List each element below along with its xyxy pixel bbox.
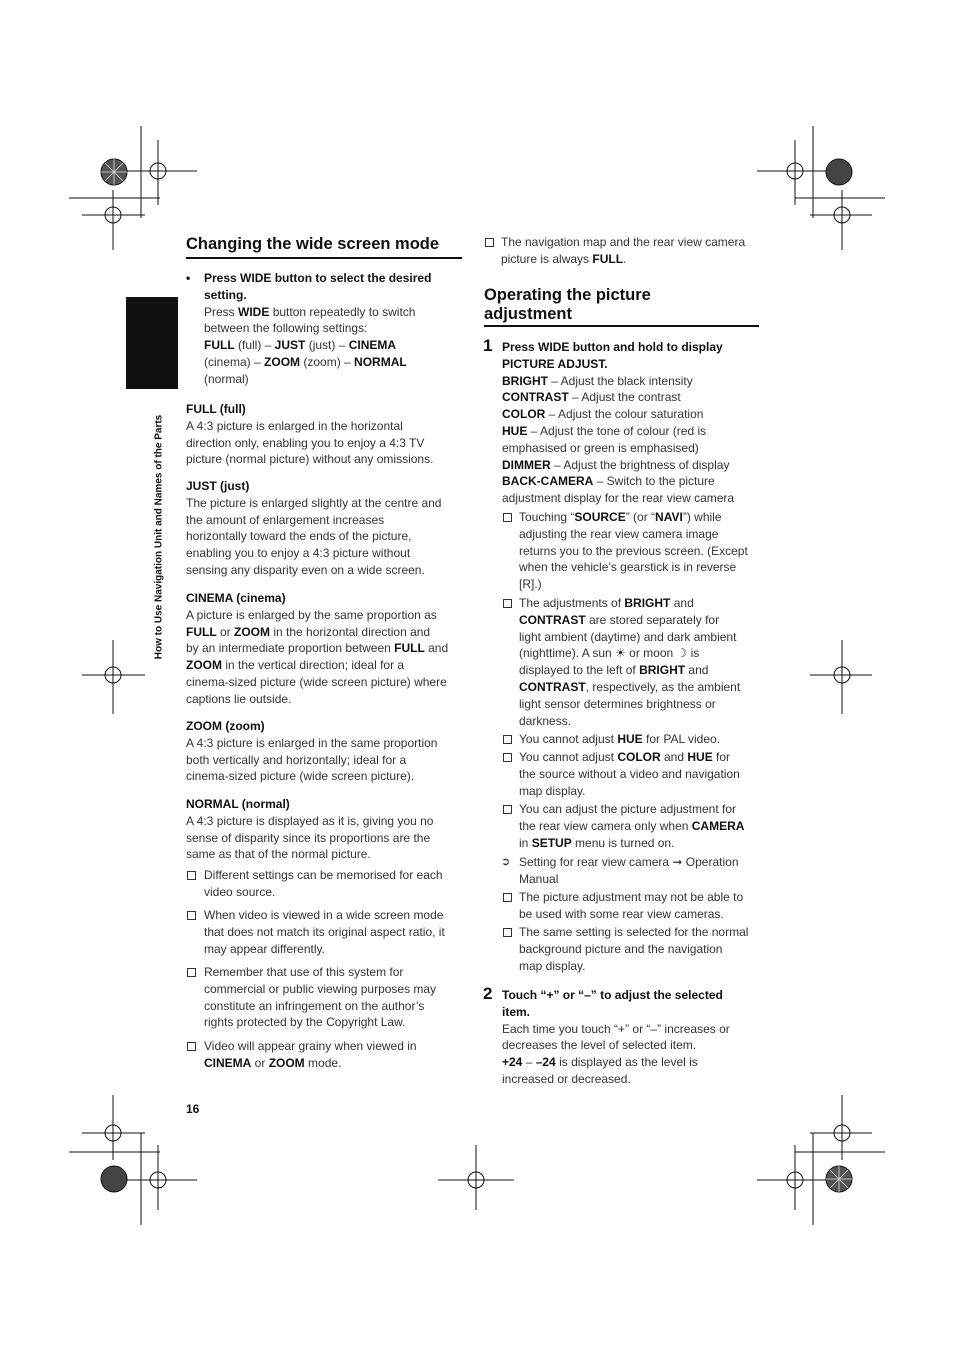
heading-rule bbox=[484, 325, 759, 327]
note-checkbox-icon bbox=[485, 238, 494, 247]
note-grainy: Video will appear grainy when viewed in CINEMA or ZOOM mode. bbox=[204, 1039, 417, 1070]
note-same-setting: The same setting is selected for the normal background picture and the navigation map display. bbox=[519, 925, 749, 973]
just-section: JUST (just) The picture is enlarged slightly at the centre and the amount of enlargement increases horizontally toward the ends of the picture, enabling you to enjoy a 4:3 picture without sensing any disparity even on a wide screen. bbox=[186, 479, 442, 577]
note-bright-contrast: The adjustments of BRIGHT and CONTRAST are stored separately for light ambient (daytime) and dark ambient (nighttime). A sun ☀ or moon ☽ is displayed to the left of BRIGHT and CONTRAST, respectively, as the ambient light sensor determines brightness or darkness. bbox=[519, 596, 741, 728]
note-full-always: The navigation map and the rear view camera picture is always FULL. bbox=[501, 235, 746, 266]
note-checkbox-icon bbox=[503, 753, 512, 762]
note-operation-manual-ref: Setting for rear view camera ➞ Operation Manual bbox=[519, 855, 739, 886]
full-section: FULL (full) A 4:3 picture is enlarged in the horizontal direction only, enabling you to enjoy a 4:3 TV picture (normal picture) without any omissions. bbox=[186, 402, 434, 467]
normal-section: NORMAL (normal) A 4:3 picture is displayed as it is, giving you no sense of disparity since its proportions are the same as that of the normal picture. bbox=[186, 797, 434, 862]
reference-arrow-icon: ➲ bbox=[501, 856, 511, 868]
note-checkbox-icon bbox=[503, 928, 512, 937]
note-checkbox-icon bbox=[187, 911, 196, 920]
note-copyright: Remember that use of this system for commercial or public viewing purposes may constitute an infringement on the author’s rights protected by the Copyright Law. bbox=[204, 965, 437, 1030]
step-number: 1 bbox=[483, 336, 493, 355]
note-camera-setup: You can adjust the picture adjustment for the rear view camera only when CAMERA in SETUP menu is turned on. bbox=[519, 802, 745, 850]
step-number: 2 bbox=[483, 984, 493, 1003]
heading-picture-adjustment: Operating the picture adjustment bbox=[484, 286, 651, 323]
step-instruction: • Press WIDE button to select the desired setting. Press WIDE button repeatedly to switch between the following settings: FULL (full) – JUST (just) – CINEMA (cinema) – ZOOM (zoom) – NORMAL (normal) bbox=[186, 271, 432, 386]
note-checkbox-icon bbox=[187, 968, 196, 977]
section-tab bbox=[126, 297, 178, 389]
heading-wide-screen: Changing the wide screen mode bbox=[186, 235, 440, 253]
note-settings-memorised: Different settings can be memorised for each video source. bbox=[204, 868, 443, 899]
sidebar-label: How to Use Navigation Unit and Names of the Parts bbox=[153, 414, 165, 660]
cinema-section: CINEMA (cinema) A picture is enlarged by the same proportion as FULL or ZOOM in the horizontal direction and by an intermediate proportion between FULL and ZOOM in the vertical direction; ideal for a cinema-sized picture (wide screen picture) where captions lie outside. bbox=[186, 591, 449, 706]
zoom-section: ZOOM (zoom) A 4:3 picture is enlarged in the same proportion both vertically and horizontally; ideal for a cinema-sized picture (wide screen picture). bbox=[186, 719, 438, 784]
note-hue-pal: You cannot adjust HUE for PAL video. bbox=[519, 732, 721, 746]
sun-icon: ☀ bbox=[615, 646, 626, 661]
note-checkbox-icon bbox=[187, 871, 196, 880]
note-checkbox-icon bbox=[503, 513, 512, 522]
note-checkbox-icon bbox=[503, 805, 512, 814]
step1-content: Press WIDE button and hold to display PICTURE ADJUST. BRIGHT – Adjust the black intensity CONTRAST – Adjust the contrast COLOR – Adjust the colour saturation HUE – Adjust the tone of colour (red is emphasised or green is emphasised) DIMMER – Adjust the brightness of display BACK-CAMERA – Switch to the picture adjustment display for the rear view camera bbox=[502, 340, 735, 506]
step2-content: Touch “+” or “–” to adjust the selected item. Each time you touch “+” or “–” increases or decreases the level of selected item. +24 – –24 is displayed as the level is increased or decreased. bbox=[502, 988, 730, 1086]
note-camera-compat: The picture adjustment may not be able to be used with some rear view cameras. bbox=[519, 890, 744, 921]
note-checkbox-icon bbox=[503, 735, 512, 744]
note-aspect-ratio: When video is viewed in a wide screen mode that does not match its original aspect ratio, it may appear differently. bbox=[204, 908, 445, 956]
note-checkbox-icon bbox=[187, 1042, 196, 1051]
note-checkbox-icon bbox=[503, 599, 512, 608]
note-color-hue: You cannot adjust COLOR and HUE for the source without a video and navigation map display. bbox=[519, 750, 740, 798]
note-source-navi: Touching “SOURCE” (or “NAVI”) while adjusting the rear view camera image returns you to the previous screen. (Except when the vehicle’s gearstick is in reverse [R].) bbox=[519, 510, 748, 592]
note-checkbox-icon bbox=[503, 893, 512, 902]
page-number: 16 bbox=[186, 1102, 200, 1116]
moon-icon: ☽ bbox=[676, 646, 688, 661]
heading-rule bbox=[186, 257, 462, 259]
